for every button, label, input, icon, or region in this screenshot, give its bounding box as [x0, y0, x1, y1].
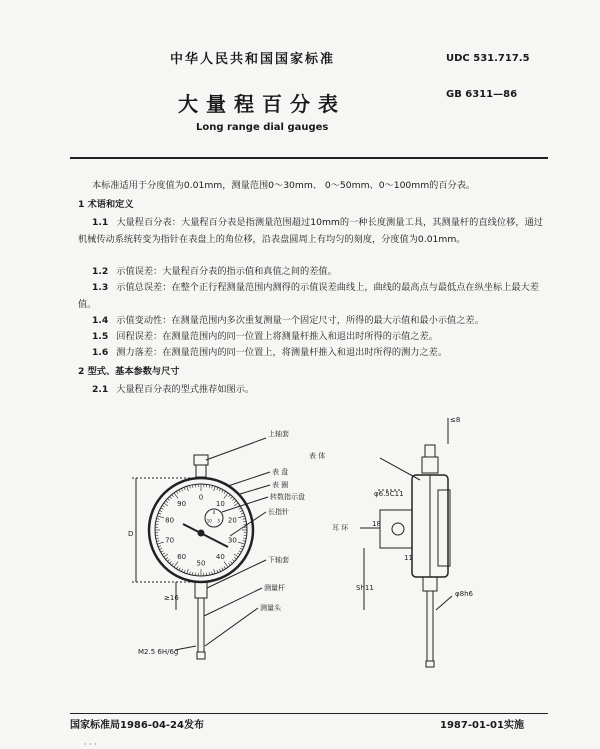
leader-tip: [205, 608, 258, 646]
dial-tick: [232, 559, 234, 561]
clause-1-3: [78, 279, 548, 313]
label-lug: 耳 环: [332, 524, 349, 532]
dial-number: 90: [177, 499, 187, 508]
dial-tick: [158, 513, 161, 514]
dim-6-5-label: φ6.5C11: [374, 490, 404, 498]
dial-tick: [184, 570, 185, 573]
dim-d-label: D: [128, 530, 134, 538]
intro-paragraph: 本标准适用于分度值为0.01mm，测量范围0～30mm、 0～50mm、0～100mm的百分表。: [92, 180, 476, 191]
dial-tick: [187, 569, 189, 574]
clause-number: 2.1: [92, 384, 109, 395]
dial-tick: [172, 495, 174, 497]
clause-number: 1.3: [92, 282, 109, 293]
clause-1-5: [92, 328, 438, 345]
dial-tick: [162, 553, 165, 555]
dial-tick: [212, 485, 213, 488]
dial-number: 0: [198, 493, 204, 502]
dial-tick: [158, 546, 161, 547]
dial-tick: [212, 572, 213, 575]
dial-number: 60: [177, 553, 187, 562]
dial-tick: [243, 541, 246, 542]
dial-tick: [240, 510, 243, 511]
clause-text: 回程误差：在测量范围内的同一位置上将测量杆推入和退出时所得的示值之差。: [116, 331, 438, 342]
dial-number: 50: [196, 559, 206, 568]
side-lug-hole: [392, 523, 404, 535]
clause-text: 示值总误差：在整个正行程测量范围内测得的示值误差曲线上，曲线的最高点与最低点在纵坐标上最大差值。: [78, 282, 539, 310]
pointer-hub: [198, 530, 204, 536]
dial-tick: [190, 485, 191, 488]
clause-number: 1.5: [92, 331, 109, 342]
dial-tick: [157, 542, 164, 544]
label-tip: 测量头: [260, 604, 281, 612]
dial-number: 10: [215, 499, 225, 508]
clause-text: 示值误差：大量程百分表的指示值和真值之间的差值。: [116, 266, 337, 277]
clause-text: 大量程百分表的型式推荐如图示。: [116, 384, 255, 395]
clause-1-4: [92, 312, 484, 329]
leader-dial: [228, 472, 270, 486]
dial-tick: [190, 572, 191, 575]
dial-tick: [228, 563, 230, 565]
dial-tick: [162, 505, 165, 507]
dial-tick: [234, 503, 238, 506]
effective-date: 1987-01-01实施: [440, 720, 524, 731]
dial-tick: [230, 561, 232, 563]
dial-tick: [234, 501, 236, 503]
dial-tick: [214, 569, 216, 574]
dial-tick: [159, 548, 162, 549]
dial-tick: [214, 486, 216, 491]
clause-number: 1.1: [92, 217, 109, 228]
dial-tick: [181, 569, 182, 572]
dim-16-label: ≥16: [164, 594, 179, 602]
dial-tick: [209, 485, 210, 488]
dial-number: 80: [165, 516, 175, 525]
dial-tick: [176, 491, 178, 494]
clause-1-6: [92, 344, 447, 361]
dial-tick: [217, 487, 218, 490]
dial-tick: [164, 503, 168, 506]
dial-tick: [156, 519, 159, 520]
top-cap-shape: [194, 455, 208, 465]
rev-number: 0: [212, 510, 216, 515]
dial-tick: [156, 538, 159, 539]
dial-tick: [241, 513, 244, 514]
label-upper-sleeve: 上轴套: [268, 430, 289, 438]
spindle-shape: [198, 598, 204, 652]
dial-tick: [157, 516, 164, 518]
dial-tick: [192, 485, 193, 488]
rev-number: 10: [206, 518, 212, 524]
dial-tick: [174, 493, 178, 499]
label-lower-sleeve: 下轴套: [268, 556, 289, 564]
leader-8h6: [436, 596, 452, 610]
label-body: 表 体: [309, 452, 326, 460]
side-spindle: [427, 591, 433, 661]
dial-tick: [164, 554, 168, 557]
dial-tick: [174, 562, 178, 568]
dial-tick: [156, 541, 159, 542]
label-spindle: 测量杆: [264, 584, 285, 592]
dial-tick: [161, 508, 164, 509]
leader-upper-sleeve: [206, 438, 266, 460]
section-1-heading: 1 术语和定义: [78, 199, 134, 210]
leader-body: [380, 458, 420, 480]
bottom-rule: [70, 713, 548, 714]
side-lug-shape: [380, 510, 412, 548]
clause-text: 示值变动性：在测量范围内多次重复测量一个固定尺寸，所得的最大示值和最小示值之差。: [116, 315, 484, 326]
leader-rev: [222, 497, 268, 512]
dial-tick: [222, 568, 223, 571]
dial-tick: [192, 572, 193, 575]
dim-8h6-label: φ8h6: [455, 590, 473, 598]
dial-tick: [239, 551, 242, 552]
dial-tick: [224, 491, 226, 494]
dial-tick: [219, 488, 220, 491]
leader-bezel: [240, 485, 270, 494]
dial-gauge-figure: [0, 400, 600, 710]
dial-tick: [232, 499, 234, 501]
dial-tick: [241, 546, 244, 547]
dial-tick: [238, 516, 245, 518]
dial-tick: [166, 501, 168, 503]
dial-tick: [184, 487, 185, 490]
stray-mark: · · ·: [84, 740, 97, 749]
dim-sh-label: Sh11: [356, 584, 374, 592]
label-thread: M2.5 6H/6g: [138, 648, 179, 656]
dial-tick: [224, 566, 226, 569]
label-rev-pointer: 转数指示盘: [270, 493, 305, 501]
dial-tick: [170, 496, 172, 498]
dial-tick: [167, 559, 169, 561]
page-title: 大量程百分表: [178, 92, 346, 116]
dial-tick: [237, 553, 240, 555]
dial-tick: [239, 508, 242, 509]
clause-number: 1.4: [92, 315, 109, 326]
long-pointer-shape: [183, 524, 228, 547]
upper-sleeve-shape: [196, 465, 206, 477]
dim-11-label: 11: [404, 554, 413, 562]
dial-tick: [234, 557, 236, 559]
dial-tick: [224, 562, 228, 568]
dial-tick: [176, 566, 178, 569]
dial-tick: [238, 542, 245, 544]
dial-tick: [181, 488, 182, 491]
dial-number: 20: [227, 516, 237, 525]
label-dial: 表 盘: [272, 468, 289, 476]
gb-code: GB 6311—86: [446, 89, 518, 100]
standard-org: 中华人民共和国国家标准: [170, 52, 336, 67]
side-lower-sleeve: [423, 577, 437, 591]
dial-tick: [240, 548, 243, 549]
clause-2-1: [92, 381, 254, 398]
dial-tick: [179, 490, 180, 493]
dial-tick: [179, 568, 180, 571]
clause-number: 1.6: [92, 347, 109, 358]
dial-tick: [172, 563, 174, 565]
clause-number: 1.2: [92, 266, 109, 277]
tip-shape: [197, 652, 205, 659]
side-tip: [426, 661, 434, 667]
issue-date: 国家标准局1986-04-24发布: [70, 720, 204, 731]
top-rule: [70, 157, 548, 159]
side-upper-sleeve: [422, 457, 438, 473]
clause-text: 大量程百分表：大量程百分表是指测量范围超过10mm的一种长度测量工具，其测量杆的直线位移，通过机械传动系统转变为指针在表盘上的角位移，沿表盘圆周上有均匀的刻度，分度值为0.01mm。: [78, 217, 543, 245]
clause-1-2: [92, 263, 337, 280]
page-subtitle: Long range dial gauges: [196, 122, 329, 133]
rev-number: 5: [217, 518, 221, 524]
dial-tick: [230, 496, 232, 498]
dial-number: 40: [215, 553, 225, 562]
clause-1-1: [78, 214, 543, 248]
label-long-pointer: 长指针: [268, 508, 289, 516]
dial-tick: [228, 495, 230, 497]
dim-18-label: 18: [372, 520, 381, 528]
dial-tick: [224, 493, 228, 499]
dial-tick: [234, 554, 238, 557]
dial-number: 70: [165, 536, 175, 545]
dial-tick: [209, 572, 210, 575]
lower-sleeve-shape: [195, 582, 207, 598]
dim-8-label: ≤8: [450, 416, 461, 424]
dial-tick: [170, 561, 172, 563]
dial-tick: [156, 521, 159, 522]
dial-tick: [222, 490, 223, 493]
side-cap-shape: [425, 445, 435, 457]
dial-tick: [243, 538, 246, 539]
dial-tick: [217, 570, 218, 573]
dial-tick: [159, 510, 162, 511]
dial-tick: [187, 486, 189, 491]
dial-tick: [167, 499, 169, 501]
udc-code: UDC 531.717.5: [446, 53, 530, 64]
label-bezel: 表 圈: [272, 481, 289, 489]
dial-number: 30: [227, 536, 237, 545]
dial-tick: [166, 557, 168, 559]
clause-text: 测力落差：在测量范围内的同一位置上，将测量杆推入和退出时所得的测力之差。: [116, 347, 448, 358]
dial-tick: [243, 519, 246, 520]
dial-tick: [219, 569, 220, 572]
section-2-heading: 2 型式、基本参数与尺寸: [78, 366, 180, 377]
dial-tick: [243, 521, 246, 522]
dial-tick: [161, 551, 164, 552]
